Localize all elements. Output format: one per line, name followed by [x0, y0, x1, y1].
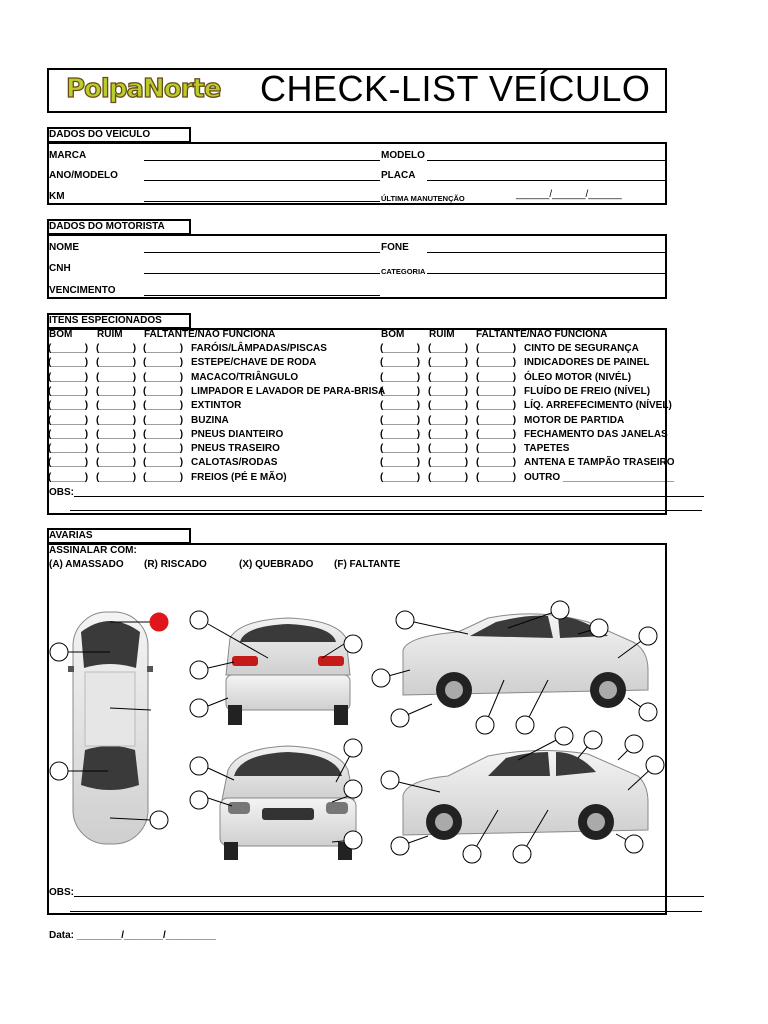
checkbox-faltante[interactable]: (______) [476, 443, 517, 455]
checkbox-faltante[interactable]: (______) [476, 371, 517, 383]
item-label-right: ANTENA E TAMPÃO TRASEIRO [524, 457, 675, 469]
damages-obs-label: OBS: [49, 887, 74, 898]
checkbox-bom[interactable]: (______) [380, 471, 421, 483]
date-field[interactable]: Data: ________/_______/_________ [49, 930, 216, 941]
categoria-label: CATEGORIA [381, 267, 426, 276]
item-label-right: ÓLEO MOTOR (NIVÉL) [524, 371, 632, 383]
checkbox-bom[interactable]: (______) [48, 357, 89, 369]
checkbox-faltante[interactable]: (______) [143, 471, 184, 483]
cnh-label: CNH [49, 263, 71, 274]
checkbox-ruim[interactable]: (______) [428, 400, 469, 412]
cnh-field[interactable] [144, 273, 380, 274]
item-label-right: OUTRO ____________________ [524, 471, 675, 483]
categoria-field[interactable] [427, 273, 665, 274]
checkbox-faltante[interactable]: (______) [476, 428, 517, 440]
item-label-left: ESTEPE/CHAVE DE RODA [191, 357, 317, 369]
damages-obs-line-1[interactable] [74, 896, 704, 897]
fone-label: FONE [381, 242, 409, 253]
checkbox-bom[interactable]: (______) [48, 400, 89, 412]
ultima-manutencao-label: ÚLTIMA MANUTENÇÃO [381, 194, 465, 203]
item-label-left: FREIOS (PÉ E MÃO) [191, 471, 287, 483]
item-label-right: INDICADORES DE PAINEL [524, 357, 650, 369]
legend-quebrado: (X) QUEBRADO [239, 559, 314, 570]
checkbox-faltante[interactable]: (______) [143, 371, 184, 383]
checkbox-ruim[interactable]: (______) [96, 443, 137, 455]
checkbox-faltante[interactable]: (______) [476, 357, 517, 369]
items-obs-line-1[interactable] [74, 496, 704, 497]
checkbox-faltante[interactable]: (______) [143, 414, 184, 426]
col-ruim-left: RUIM [97, 329, 123, 340]
checkbox-faltante[interactable]: (______) [143, 428, 184, 440]
km-label: KM [49, 191, 65, 202]
checkbox-faltante[interactable]: (______) [476, 414, 517, 426]
checkbox-ruim[interactable]: (______) [96, 357, 137, 369]
checkbox-faltante[interactable]: (______) [143, 457, 184, 469]
checkbox-bom[interactable]: (______) [48, 371, 89, 383]
checkbox-ruim[interactable]: (______) [96, 428, 137, 440]
legend-faltante: (F) FALTANTE [334, 559, 401, 570]
page-title: CHECK-LIST VEÍCULO [260, 68, 651, 109]
checkbox-bom[interactable]: (______) [48, 343, 89, 354]
items-section-title: ITENS ESPECIONADOS [49, 315, 162, 326]
checkbox-ruim[interactable]: (______) [96, 371, 137, 383]
checkbox-ruim[interactable]: (______) [428, 343, 469, 354]
modelo-label: MODELO [381, 150, 425, 161]
damages-section-title: AVARIAS [49, 530, 93, 541]
checkbox-ruim[interactable]: (______) [96, 400, 137, 412]
checkbox-ruim[interactable]: (______) [96, 414, 137, 426]
checkbox-faltante[interactable]: (______) [143, 385, 184, 397]
item-label-right: LÍQ. ARREFECIMENTO (NÍVEL) [524, 400, 672, 412]
checkbox-bom[interactable]: (______) [380, 414, 421, 426]
modelo-field[interactable] [427, 160, 665, 161]
checkbox-faltante[interactable]: (______) [143, 343, 184, 354]
damages-instruction: ASSINALAR COM: [49, 545, 137, 556]
car-rear-view [226, 618, 350, 725]
driver-section-title: DADOS DO MOTORISTA [49, 221, 165, 232]
checkbox-bom[interactable]: (______) [48, 457, 89, 469]
checkbox-ruim[interactable]: (______) [428, 443, 469, 455]
ultima-manutencao-date[interactable]: ______/______/______ [516, 189, 622, 200]
checkbox-bom[interactable]: (______) [380, 371, 421, 383]
checkbox-ruim[interactable]: (______) [428, 471, 469, 483]
checkbox-ruim[interactable]: (______) [428, 457, 469, 469]
checkbox-bom[interactable]: (______) [380, 400, 421, 412]
checkbox-ruim[interactable]: (______) [428, 414, 469, 426]
car-front-view [220, 746, 356, 860]
col-bom-left: BOM [49, 329, 73, 340]
checkbox-bom[interactable]: (______) [380, 457, 421, 469]
item-label-left: PNEUS TRASEIRO [191, 443, 280, 455]
vencimento-field[interactable] [144, 295, 380, 296]
nome-label: NOME [49, 242, 79, 253]
item-label-left: EXTINTOR [191, 400, 242, 412]
checkbox-bom[interactable]: (______) [48, 428, 89, 440]
legend-riscado: (R) RISCADO [144, 559, 207, 570]
checkbox-ruim[interactable]: (______) [96, 457, 137, 469]
checkbox-bom[interactable]: (______) [380, 385, 421, 397]
damages-obs-line-2[interactable] [70, 911, 702, 912]
checkbox-ruim[interactable]: (______) [428, 371, 469, 383]
vehicle-damage-diagram [48, 580, 666, 870]
item-label-left: CALOTAS/RODAS [191, 457, 278, 469]
vencimento-label: VENCIMENTO [49, 285, 116, 296]
checkbox-bom[interactable]: (______) [48, 414, 89, 426]
car-top-view [68, 612, 153, 844]
checkbox-bom[interactable]: (______) [380, 343, 421, 354]
items-obs-label: OBS: [49, 487, 74, 498]
item-label-left: BUZINA [191, 414, 229, 426]
placa-field[interactable] [427, 180, 665, 181]
items-obs-line-2[interactable] [70, 510, 702, 511]
checkbox-faltante[interactable]: (______) [143, 443, 184, 455]
item-label-right: TAPETES [524, 443, 570, 455]
item-label-right: MOTOR DE PARTIDA [524, 414, 625, 426]
col-bom-right: BOM [381, 329, 405, 340]
checkbox-bom[interactable]: (______) [380, 428, 421, 440]
marca-label: MARCA [49, 150, 87, 161]
driver-data-box [47, 234, 667, 299]
checkbox-bom[interactable]: (______) [48, 443, 89, 455]
checkbox-bom[interactable]: (______) [380, 443, 421, 455]
checkbox-bom[interactable]: (______) [380, 357, 421, 369]
item-label-left: PNEUS DIANTEIRO [191, 428, 284, 440]
ano-modelo-field[interactable] [144, 180, 380, 181]
legend-amassado: (A) AMASSADO [49, 559, 124, 570]
checkbox-ruim[interactable]: (______) [428, 357, 469, 369]
checkbox-ruim[interactable]: (______) [428, 385, 469, 397]
item-label-left: LIMPADOR E LAVADOR DE PARA-BRISA [191, 385, 386, 397]
damage-marker-highlighted [150, 613, 168, 631]
item-label-right: FECHAMENTO DAS JANELAS [524, 428, 668, 440]
checkbox-ruim[interactable]: (______) [96, 343, 137, 354]
checkbox-ruim[interactable]: (______) [428, 428, 469, 440]
company-logo: PolpaNorte [66, 74, 221, 104]
checkbox-faltante[interactable]: (______) [476, 400, 517, 412]
item-label-right: FLUÍDO DE FREIO (NÍVEL) [524, 385, 651, 397]
checkbox-faltante[interactable]: (______) [476, 385, 517, 397]
checkbox-ruim[interactable]: (______) [96, 471, 137, 483]
col-faltante-right: FALTANTE/NÃO FUNCIONA [476, 329, 608, 340]
checkbox-faltante[interactable]: (______) [476, 343, 517, 354]
vehicle-section-title: DADOS DO VEÍCULO [49, 129, 151, 140]
checkbox-bom[interactable]: (______) [48, 471, 89, 483]
checkbox-faltante[interactable]: (______) [476, 471, 517, 483]
item-label-left: MACACO/TRIÂNGULO [191, 371, 299, 383]
checkbox-faltante[interactable]: (______) [476, 457, 517, 469]
car-side-view-front [403, 750, 648, 840]
checkbox-bom[interactable]: (______) [48, 385, 89, 397]
col-faltante-left: FALTANTE/NÃO FUNCIONA [144, 329, 276, 340]
checkbox-faltante[interactable]: (______) [143, 357, 184, 369]
item-label-left: FARÓIS/LÂMPADAS/PISCAS [191, 343, 327, 354]
ano-modelo-label: ANO/MODELO [49, 170, 118, 181]
km-field[interactable] [144, 201, 380, 202]
marca-field[interactable] [144, 160, 380, 161]
fone-field[interactable] [427, 252, 665, 253]
placa-label: PLACA [381, 170, 416, 181]
col-ruim-right: RUIM [429, 329, 455, 340]
checkbox-ruim[interactable]: (______) [96, 385, 137, 397]
item-label-right: CINTO DE SEGURANÇA [524, 343, 639, 354]
checkbox-faltante[interactable]: (______) [143, 400, 184, 412]
nome-field[interactable] [144, 252, 380, 253]
